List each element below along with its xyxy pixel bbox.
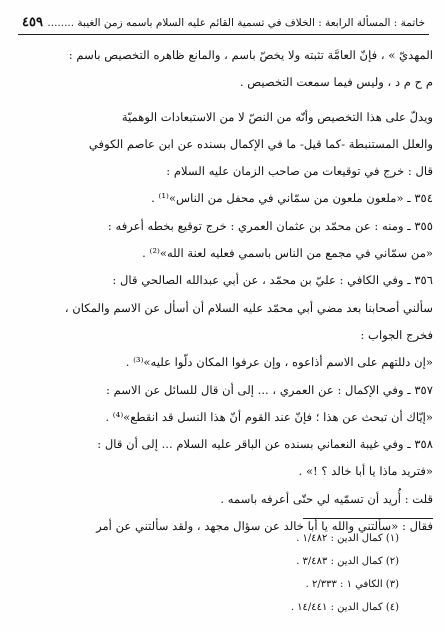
text-line: «فتريد ماذا يا أبا خالد ؟ !» . bbox=[298, 464, 433, 479]
footnote-divider bbox=[303, 518, 433, 519]
page-number: ٤٥٩ bbox=[22, 15, 43, 30]
text-line: ويدلّ على هذا التخصيص وأنّه من النصّ لا من الاستبعادات الوهميّة bbox=[121, 109, 433, 124]
footnote: (٢) كمال الدين : ٣/٤٨٣ . bbox=[296, 556, 399, 567]
paragraph-gap bbox=[14, 97, 433, 104]
footnote: (٣) الكافي ١ : ٢/٣٣٣ . bbox=[305, 579, 399, 590]
running-header bbox=[18, 12, 429, 35]
text-line: ٣٥٨ ـ وفي غيبة النعماني بسنده عن الباقر عليه السلام ... إلى أن قال : bbox=[97, 437, 433, 452]
text-line: «إيّاك أن تبحث عن هذا ؛ فإنّ عند القوم أنّ هذا النسل قد انقطع»⁽⁴⁾ . bbox=[105, 409, 433, 424]
text-line: ٣٥٤ ـ «ملعون ملعون من سمّاني في محفل من الناس»⁽¹⁾ . bbox=[151, 191, 433, 206]
main-text bbox=[14, 42, 433, 540]
text-line: قال : خرج في توقيعات من صاحب الزمان عليه السلام : bbox=[166, 164, 433, 179]
text-line: سألني أصحابنا بعد مضي أبي محمّد عليه السلام أن أسأل عن الاسم والمكان ، bbox=[64, 300, 433, 315]
footnote: (٤) كمال الدين : ١٤/٤٤١ . bbox=[290, 602, 399, 613]
text-line: ٣٥٥ ـ ومنه : عن محمّد بن عثمان العمري : خرج توقيع بخطه أعرفه : bbox=[107, 218, 433, 233]
footnote: (١) كمال الدين : ١/٤٨٢ . bbox=[296, 533, 399, 544]
text-line: ٣٥٦ ـ وفي الكافي : عليّ بن محمّد ، عن أبي عبدالله الصالحي قال : bbox=[112, 273, 433, 288]
text-line: «من سمّاني في مجمع من الناس باسمي فعليه لعنة الله»⁽²⁾ . bbox=[142, 246, 433, 261]
running-title: خاتمة : المسألة الرابعة : الخلاف في تسمية القائم عليه السلام باسمه زمن الغيبة ........ bbox=[47, 17, 425, 29]
text-line: المهديّ » ، فإنّ العامَّة تثبته ولا يخصّ باسم ، والمانع ظاهره التخصيص باسم : bbox=[68, 48, 433, 62]
footnotes bbox=[14, 518, 433, 619]
text-line: قلت : أُريد أن تسمّيه لي حتّى أعرفه باسمه . bbox=[220, 491, 433, 506]
text-line: م ح م د ، وليس فيما سمعت التخصيص . bbox=[239, 75, 433, 90]
text-line: «إن دللتهم على الاسم أذاعوه ، وإن عرفوا المكان دلّوا عليه»⁽³⁾ . bbox=[125, 355, 433, 370]
text-line: ٣٥٧ ـ وفي الإكمال : عن العمري ، ... إلى أن قال للسائل عن الاسم : bbox=[106, 382, 433, 397]
text-line: فقال : «سألتني والله يا أبا خالد عن سؤال مجهد ، ولقد سألتني عن أمر bbox=[96, 519, 433, 534]
text-line: والعلل المستنبطة -كما قيل- ما في الإكمال بسنده عن ابن عاصم الكوفي bbox=[88, 136, 433, 151]
text-line: فخرج الجواب : bbox=[360, 327, 433, 342]
